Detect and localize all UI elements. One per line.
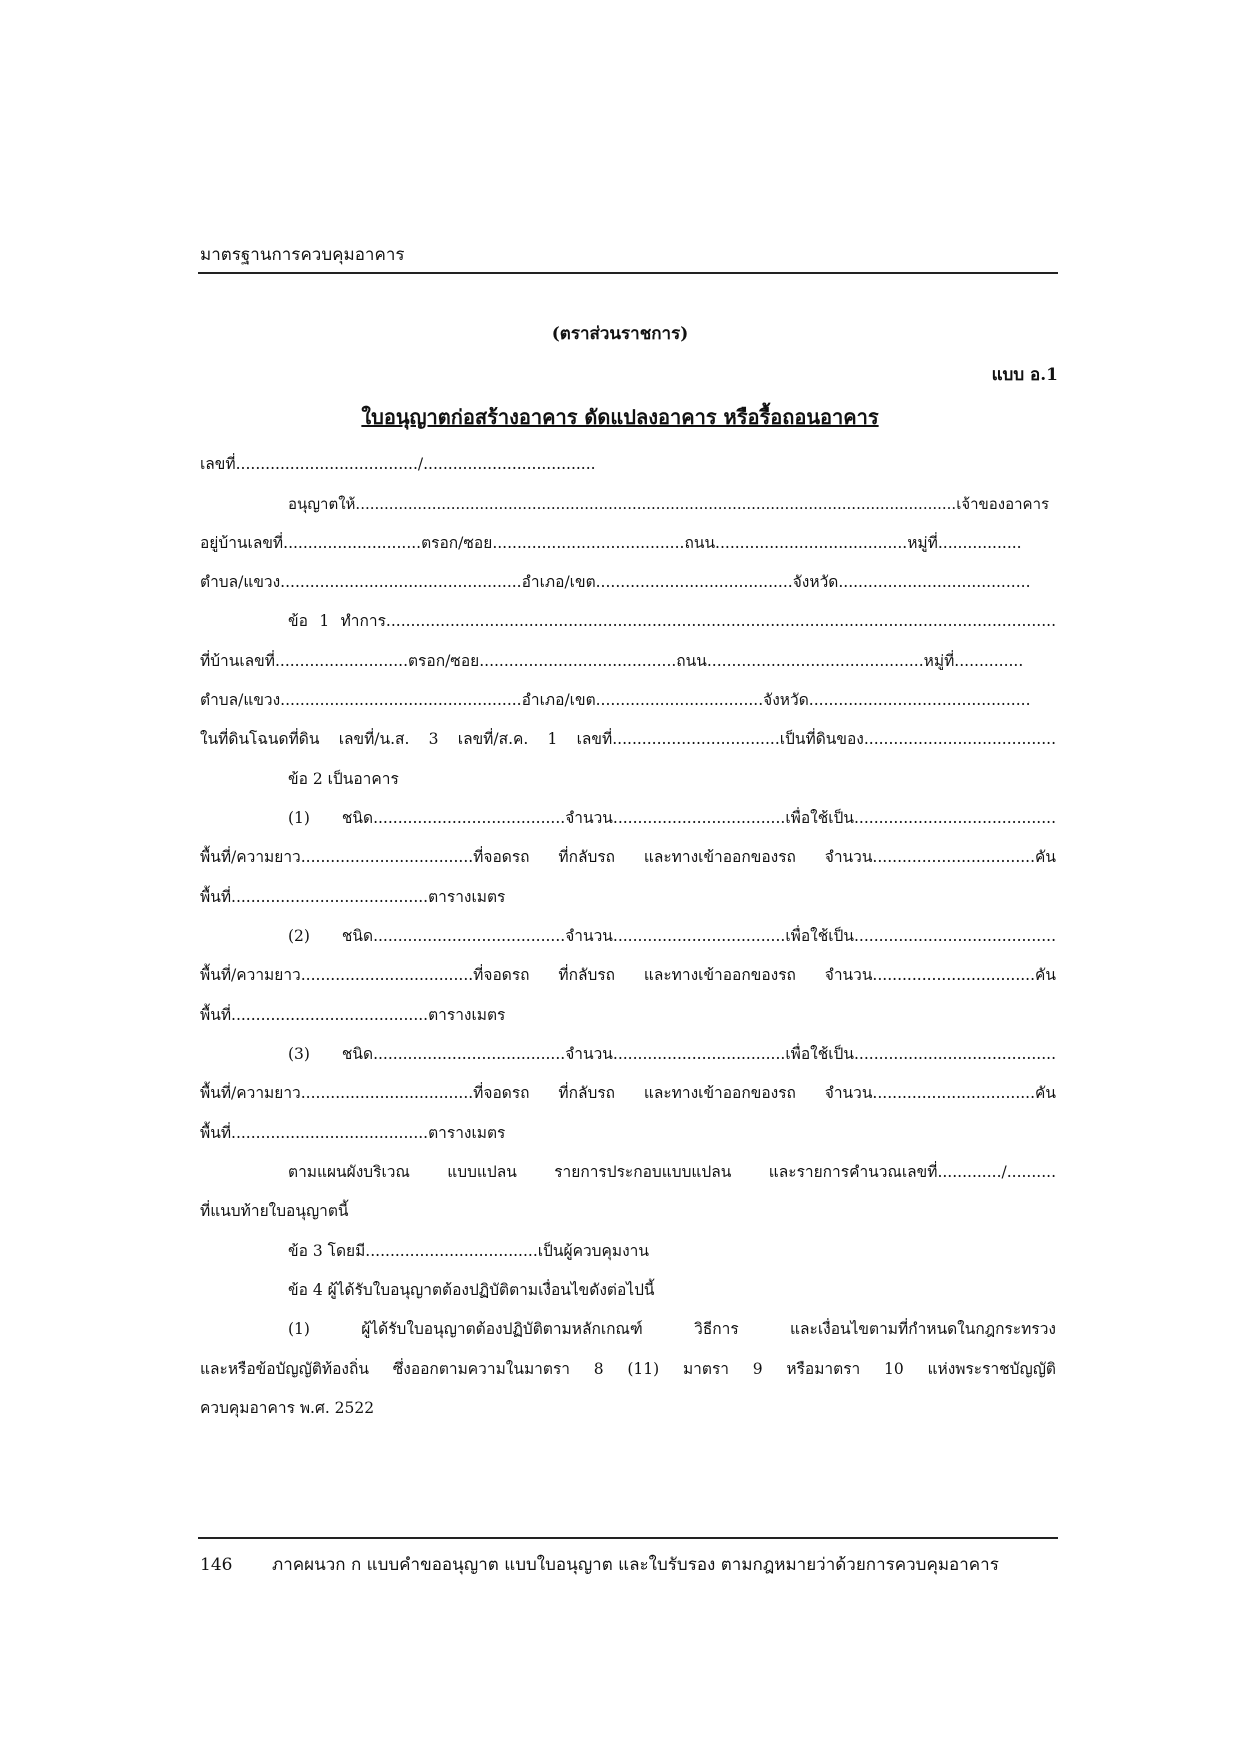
building1-sqm-line: พื้นที่........................................ตารางเมตร <box>200 888 506 906</box>
site-district-line: ตำบล/แขวง.................................................อำเภอ/เขต..................................จังหวัด............................................. <box>200 691 1031 709</box>
agency-seal-label: (ตราส่วนราชการ) <box>551 324 689 344</box>
building2-sqm-line: พื้นที่........................................ตารางเมตร <box>200 1006 506 1024</box>
condition1-line-a: (1) ผู้ได้รับใบอนุญาตต้องปฏิบัติตามหลักเกณฑ์ วิธีการ และเงื่อนไขตามที่กำหนดในกฎกระทรวง <box>288 1320 1056 1338</box>
building1-area-line: พื้นที่/ความยาว...................................ที่จอดรถ ที่กลับรถ และทางเข้าออกของรถ จำนวน.................................คัน <box>200 848 1056 866</box>
building3-area-line: พื้นที่/ความยาว...................................ที่จอดรถ ที่กลับรถ และทางเข้าออกของรถ จำนวน.................................คัน <box>200 1084 1056 1102</box>
building3-sqm-line: พื้นที่........................................ตารางเมตร <box>200 1124 506 1142</box>
owner-district-line: ตำบล/แขวง.................................................อำเภอ/เขต........................................จังหวัด....................................... <box>200 573 1031 591</box>
condition1-line-b: และหรือข้อบัญญัติท้องถิ่น ซึ่งออกตามความในมาตรา 8 (11) มาตรา 9 หรือมาตรา 10 แห่งพระราชบัญญัติ <box>200 1360 1056 1378</box>
item3-supervisor-line: ข้อ 3 โดยมี...................................เป็นผู้ควบคุมงาน <box>288 1242 649 1260</box>
running-header: มาตรฐานการควบคุมอาคาร <box>200 245 405 265</box>
plans-continuation-line: ที่แนบท้ายใบอนุญาตนี้ <box>200 1202 349 1220</box>
plans-line: ตามแผนผังบริเวณ แบบแปลน รายการประกอบแบบแปลน และรายการคำนวณเลขที่............./.......... <box>288 1163 1056 1181</box>
owner-address-line: อยู่บ้านเลขที่............................ตรอก/ซอย.......................................ถนน.......................................หมู่ที่................. <box>200 534 1022 552</box>
form-code: แบบ อ.1 <box>991 365 1058 385</box>
building2-type-line: (2) ชนิด.......................................จำนวน...................................เพื่อใช้เป็น......................................... <box>288 927 1056 945</box>
building3-type-line: (3) ชนิด.......................................จำนวน...................................เพื่อใช้เป็น......................................... <box>288 1045 1056 1063</box>
permit-number-line: เลขที่...................................../................................... <box>200 455 596 473</box>
page-footer <box>200 1553 999 1577</box>
page-number: 146 <box>200 1555 233 1575</box>
land-deed-line: ในที่ดินโฉนดที่ดิน เลขที่/น.ส. 3 เลขที่/ส.ค. 1 เลขที่..................................เป็นที่ดินของ....................................... <box>200 730 1056 748</box>
building2-area-line: พื้นที่/ความยาว...................................ที่จอดรถ ที่กลับรถ และทางเข้าออกของรถ จำนวน.................................คัน <box>200 966 1056 984</box>
permit-to-line: อนุญาตให้..............................................................................................................................เจ้าของอาคาร <box>288 495 1050 513</box>
building1-type-line: (1) ชนิด.......................................จำนวน...................................เพื่อใช้เป็น......................................... <box>288 809 1056 827</box>
footer-rule <box>198 1537 1058 1539</box>
item2-heading: ข้อ 2 เป็นอาคาร <box>288 770 399 788</box>
header-rule <box>198 272 1058 274</box>
site-address-line: ที่บ้านเลขที่...........................ตรอก/ซอย........................................ถนน............................................หมู่ที่.............. <box>200 652 1024 670</box>
footer-text: ภาคผนวก ก แบบคำขออนุญาต แบบใบอนุญาต และใบรับรอง ตามกฎหมายว่าด้วยการควบคุมอาคาร <box>272 1555 999 1575</box>
item4-heading: ข้อ 4 ผู้ได้รับใบอนุญาตต้องปฏิบัติตามเงื่อนไขดังต่อไปนี้ <box>288 1281 655 1299</box>
condition1-line-c: ควบคุมอาคาร พ.ศ. 2522 <box>200 1399 375 1417</box>
item1-action-line: ข้อ 1 ทำการ........................................................................................................................................ <box>288 612 1056 630</box>
form-title: ใบอนุญาตก่อสร้างอาคาร ดัดแปลงอาคาร หรือรื้อถอนอาคาร <box>361 405 879 429</box>
